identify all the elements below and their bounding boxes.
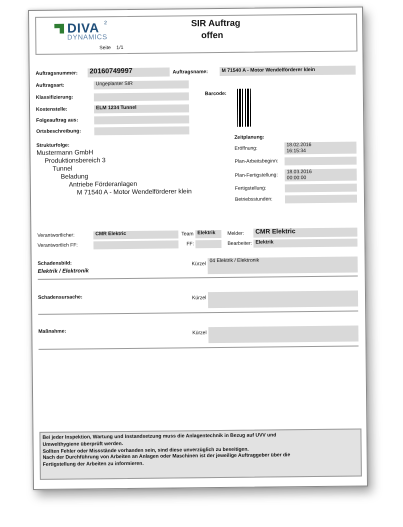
barcode-image <box>237 89 251 127</box>
plan-finish-label: Plan-Fertigstellung: <box>234 172 278 179</box>
classification-label: Klassifizierung: <box>35 94 74 101</box>
structure-line-3: Tunnel <box>52 165 73 173</box>
structure-line-2: Produktionsbereich 3 <box>44 157 106 165</box>
structure-line-6: M 71540 A - Motor Wendelförderer klein <box>76 188 192 197</box>
cost-center-label: Kostenstelle: <box>36 106 68 113</box>
logo-sub: DYNAMICS <box>67 34 108 42</box>
document-title: SIR Auftrag <box>191 17 241 29</box>
structure-line-4: Beladung <box>60 173 89 181</box>
footer-line-3: Sollten Fehler oder Missstände vorhanden sein, sind diese unverzüglich zu beseitigen. <box>42 446 249 455</box>
plan-finish-time: 00:00:00 <box>286 175 307 182</box>
footer-notice <box>39 429 361 480</box>
opened-label: Eröffnung: <box>234 145 258 152</box>
measure-label: Maßnahme: <box>38 328 67 335</box>
order-type-value: Ungeplanter SIR <box>95 80 133 88</box>
order-name-label: Auftragsname: <box>172 69 208 76</box>
cause-short-label: Kürzel <box>191 295 207 302</box>
classification-field <box>94 92 189 101</box>
opened-date: 18.02.2016 <box>286 142 312 149</box>
damage-label: Schadensbild: <box>37 260 72 267</box>
order-number-value: 20160749997 <box>89 67 133 76</box>
order-name-field <box>220 66 356 76</box>
location-label: Ortsbeschreibung: <box>36 128 82 135</box>
team-value: Elektrik <box>197 230 216 237</box>
header-box <box>35 14 357 55</box>
document-page <box>28 6 368 489</box>
order-name-value: M 71540 A - Motor Wendelförderer klein <box>221 66 316 74</box>
damage-value: Elektrik / Elektronik <box>37 268 89 275</box>
order-type-field <box>94 80 189 89</box>
plan-start-label: Plan-Arbeitsbeginn: <box>234 158 279 165</box>
order-number-field <box>88 68 170 78</box>
damage-short-value: 04 Elektrik / Elektronik <box>209 257 260 265</box>
responsible-value: CMR Elektric <box>95 230 127 238</box>
logo-mark-icon <box>54 24 64 34</box>
damage-short-label: Kürzel <box>191 261 206 268</box>
operating-hours-label: Betriebsstunden: <box>234 196 273 203</box>
finish-label: Fertigstellung: <box>234 185 267 192</box>
responsible-ff-field <box>93 240 178 249</box>
order-number-label: Auftragsnummer: <box>35 70 78 77</box>
cost-center-value: ELM 1234 Tunnel <box>96 104 137 112</box>
cause-label: Schadensursache: <box>37 294 83 301</box>
logo <box>54 21 134 44</box>
cost-center-field <box>94 104 189 113</box>
footer-line-5: Fertigstellung der Arbeiten zu informieren. <box>42 461 144 469</box>
editor-value: Elektrik <box>255 239 274 246</box>
editor-label: Bearbeiter: <box>227 240 252 247</box>
reporter-value: CMR Elektric <box>255 228 296 236</box>
divider-1 <box>38 276 358 280</box>
responsible-field <box>93 230 178 239</box>
damage-short-field <box>208 257 358 275</box>
order-type-label: Auftragsart: <box>35 82 65 89</box>
logo-sup: 2 <box>104 20 107 27</box>
document-status: offen <box>201 29 224 41</box>
measure-short-label: Kürzel <box>192 330 207 337</box>
location-field <box>94 126 189 135</box>
plan-start-field <box>285 157 357 166</box>
footer-line-2: Umwelthygiene überprüft werden. <box>42 440 124 448</box>
opened-time: 16:15:34 <box>286 148 306 155</box>
structure-label: Strukturfolge: <box>36 142 70 149</box>
editor-field <box>253 239 357 248</box>
plan-finish-date: 18.03.2016 <box>286 169 312 176</box>
ff-field <box>195 240 221 248</box>
finish-field <box>285 184 357 193</box>
structure-line-5: Antriebe Förderanlagen <box>68 180 138 189</box>
operating-hours-field <box>285 195 357 204</box>
follow-up-field <box>94 115 189 124</box>
ff-label: FF: <box>186 241 194 248</box>
opened-field <box>284 142 356 155</box>
page-label: Seite <box>99 45 111 52</box>
follow-up-label: Folgeauftrag aus: <box>36 117 79 124</box>
plan-finish-field <box>285 169 357 182</box>
measure-short-field <box>208 326 358 344</box>
logo-word: DIVA <box>67 20 100 36</box>
schedule-heading: Zeitplanung: <box>234 134 265 141</box>
team-label: Team <box>181 231 194 238</box>
team-field <box>195 230 221 238</box>
page-value: 1/1 <box>116 45 124 52</box>
cause-short-field <box>208 291 358 309</box>
reporter-field <box>253 228 357 238</box>
reporter-label: Melder: <box>227 230 245 237</box>
divider-2 <box>38 311 358 315</box>
barcode-label: Barcode: <box>204 90 227 98</box>
structure-line-1: Mustermann GmbH <box>36 149 94 157</box>
footer-line-1: Bei jeder Inspektion, Wartung und Instandsetzung muss die Anlagentechnik in Bezug auf UVV und <box>42 432 277 441</box>
footer-line-4: Nach der Durchführung von Arbeiten an Anlagen oder Maschinen ist der jeweilige Auftraggeber über die <box>42 452 291 462</box>
divider-3 <box>39 346 359 350</box>
responsible-ff-label: Verantwortlich FF: <box>37 242 78 249</box>
responsible-label: Verantwortlicher: <box>37 232 75 239</box>
